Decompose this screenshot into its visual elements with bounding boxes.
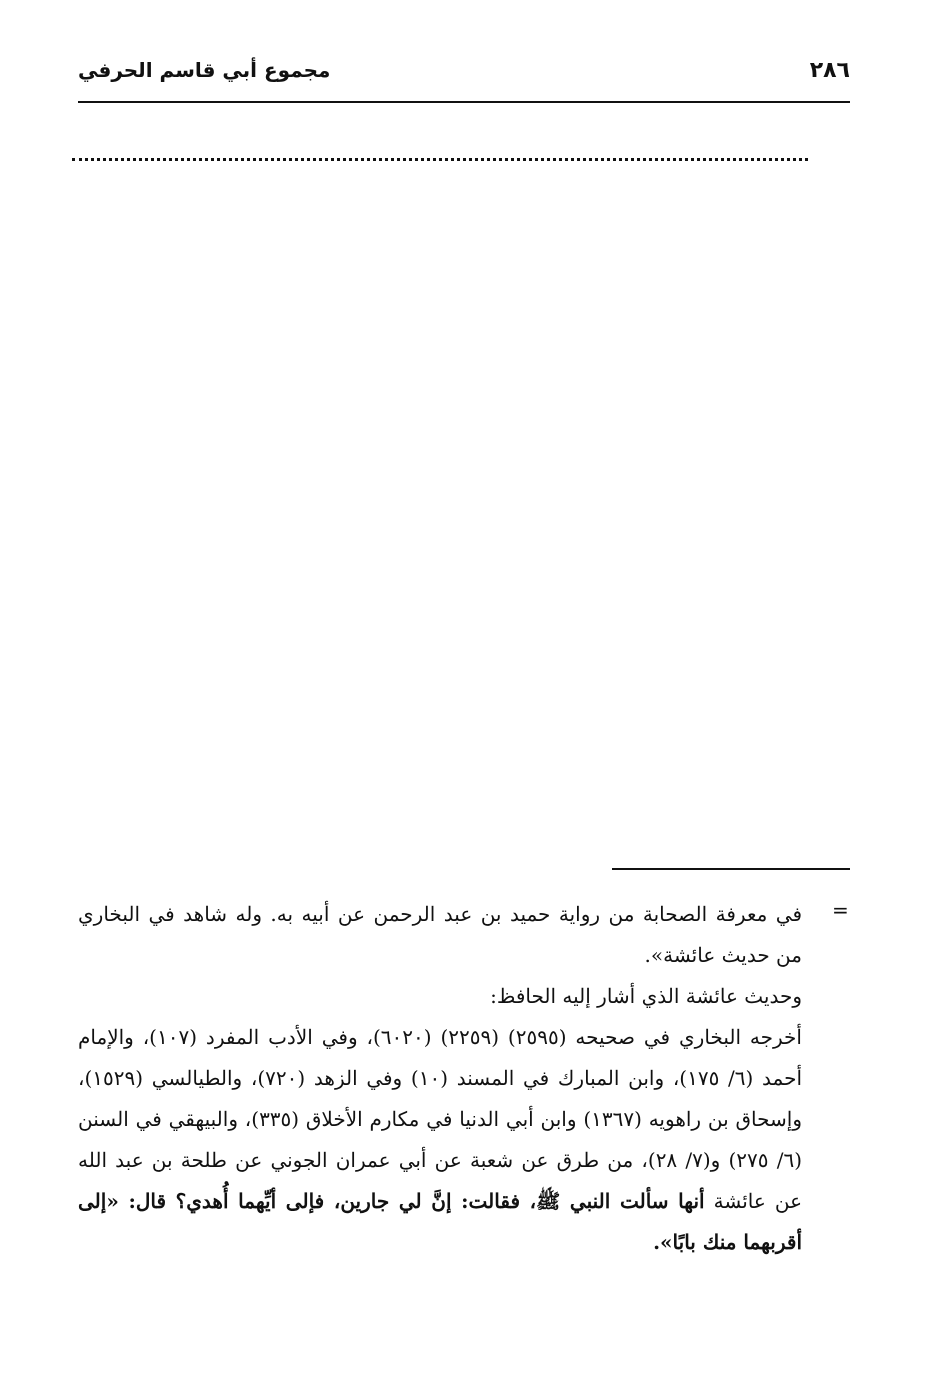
dotted-separator xyxy=(72,158,808,161)
header-rule xyxy=(78,101,850,103)
footnote-paragraph-3-plain: أخرجه البخاري في صحيحه (٢٥٩٥) (٢٢٥٩) (٦٠٢٠)، وفي الأدب المفرد (١٠٧)، والإمام أحمد (٦/ ١٧٥)، وابن المبارك في المسند (١٠) وفي الزهد (٧٢٠)، والطيالسي (١٥٢٩)، وإسحاق بن راهويه (١٣٦٧) وابن أبي الدنيا في مكارم الأخلاق (٣٣٥)، والبيهقي في السنن (٦/ ٢٧٥) و(٧/ ٢٨)، من طرق عن شعبة عن أبي عمران الجوني عن طلحة بن عبد الله عن عائشة xyxy=(78,1025,803,1213)
running-title: مجموع أبي قاسم الحرفي xyxy=(78,58,331,82)
footnote-paragraph-3 xyxy=(78,1017,802,1263)
footnote-rule xyxy=(612,868,850,870)
footnote-body xyxy=(78,894,802,1263)
page-header xyxy=(78,58,850,92)
footnote-paragraph-3-hadith: أنها سألت النبي ﷺ، فقالت: إنَّ لي جارين، فإلى أيِّهما أُهدي؟ قال: «إلى أقربهما منك بابًا». xyxy=(78,1189,802,1254)
footnote-paragraph-1: في معرفة الصحابة من رواية حميد بن عبد الرحمن عن أبيه به. وله شاهد في البخاري من حديث عائشة». xyxy=(78,902,802,967)
page-number: ٢٨٦ xyxy=(809,58,850,83)
footnote-paragraph-2: وحديث عائشة الذي أشار إليه الحافظ: xyxy=(490,984,802,1008)
continuation-mark: = xyxy=(832,898,849,922)
